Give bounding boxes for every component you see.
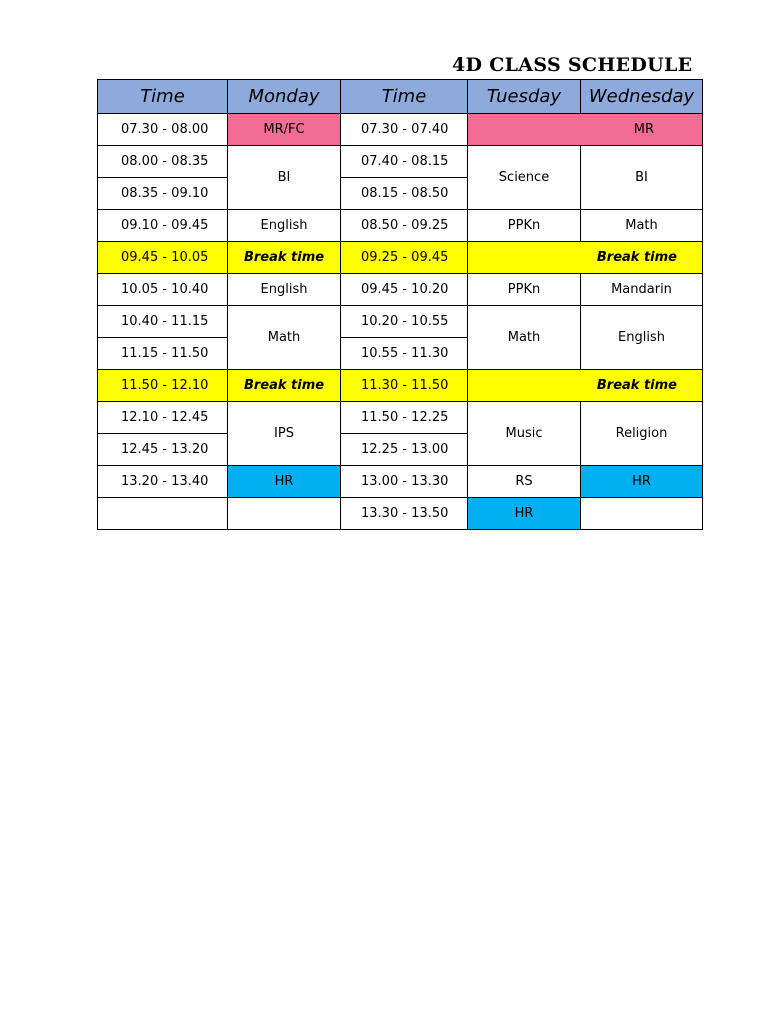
table-row (98, 498, 703, 530)
table-row (98, 274, 703, 306)
header-time-tue-wed: Time (341, 80, 468, 114)
time-cell: 10.55 - 11.30 (341, 338, 468, 370)
table-row (98, 466, 703, 498)
time-cell: 07.40 - 08.15 (341, 146, 468, 178)
time-cell: 12.10 - 12.45 (98, 402, 228, 434)
monday-cell: English (228, 274, 341, 306)
time-cell: 08.50 - 09.25 (341, 210, 468, 242)
table-row (98, 146, 703, 178)
time-cell: 08.00 - 08.35 (98, 146, 228, 178)
monday-cell (228, 498, 341, 530)
schedule-title: 4D CLASS SCHEDULE (452, 54, 693, 76)
tuesday-cell: Math (468, 306, 581, 370)
wednesday-cell: Mandarin (581, 274, 703, 306)
monday-cell: MR/FC (228, 114, 341, 146)
time-cell: 11.50 - 12.10 (98, 370, 228, 402)
monday-break-cell: Break time (228, 242, 341, 274)
tuesday-cell: PPKn (468, 210, 581, 242)
tuesday-cell: HR (468, 498, 581, 530)
time-cell: 11.30 - 11.50 (341, 370, 468, 402)
tuesday-cell: Music (468, 402, 581, 466)
tue-wed-cell: MR (468, 114, 703, 146)
monday-cell: IPS (228, 402, 341, 466)
time-cell: 07.30 - 08.00 (98, 114, 228, 146)
table-row (98, 402, 703, 434)
monday-cell: BI (228, 146, 341, 210)
time-cell (98, 498, 228, 530)
time-cell: 12.45 - 13.20 (98, 434, 228, 466)
header-wednesday: Wednesday (581, 80, 703, 114)
time-cell: 12.25 - 13.00 (341, 434, 468, 466)
wednesday-cell (581, 498, 703, 530)
break-row (98, 370, 703, 402)
time-cell: 10.05 - 10.40 (98, 274, 228, 306)
time-cell: 13.20 - 13.40 (98, 466, 228, 498)
time-cell: 10.40 - 11.15 (98, 306, 228, 338)
wednesday-cell: HR (581, 466, 703, 498)
time-cell: 11.15 - 11.50 (98, 338, 228, 370)
tuesday-cell: PPKn (468, 274, 581, 306)
header-row (98, 80, 703, 114)
wednesday-cell: BI (581, 146, 703, 210)
wednesday-cell: Religion (581, 402, 703, 466)
tuesday-cell: RS (468, 466, 581, 498)
monday-cell: Math (228, 306, 341, 370)
monday-cell: HR (228, 466, 341, 498)
monday-cell: English (228, 210, 341, 242)
tue-wed-break-cell: Break time (468, 370, 703, 402)
time-cell: 13.30 - 13.50 (341, 498, 468, 530)
wednesday-cell: English (581, 306, 703, 370)
time-cell: 10.20 - 10.55 (341, 306, 468, 338)
time-cell: 09.25 - 09.45 (341, 242, 468, 274)
header-time-monday: Time (98, 80, 228, 114)
time-cell: 08.15 - 08.50 (341, 178, 468, 210)
time-cell: 08.35 - 09.10 (98, 178, 228, 210)
table-row (98, 306, 703, 338)
time-cell: 09.10 - 09.45 (98, 210, 228, 242)
break-row (98, 242, 703, 274)
header-monday: Monday (228, 80, 341, 114)
schedule-table (97, 79, 703, 530)
header-tuesday: Tuesday (468, 80, 581, 114)
table-row (98, 114, 703, 146)
wednesday-cell: Math (581, 210, 703, 242)
time-cell: 07.30 - 07.40 (341, 114, 468, 146)
tue-wed-break-cell: Break time (468, 242, 703, 274)
time-cell: 09.45 - 10.20 (341, 274, 468, 306)
time-cell: 11.50 - 12.25 (341, 402, 468, 434)
table-row (98, 210, 703, 242)
monday-break-cell: Break time (228, 370, 341, 402)
time-cell: 09.45 - 10.05 (98, 242, 228, 274)
tuesday-cell: Science (468, 146, 581, 210)
time-cell: 13.00 - 13.30 (341, 466, 468, 498)
